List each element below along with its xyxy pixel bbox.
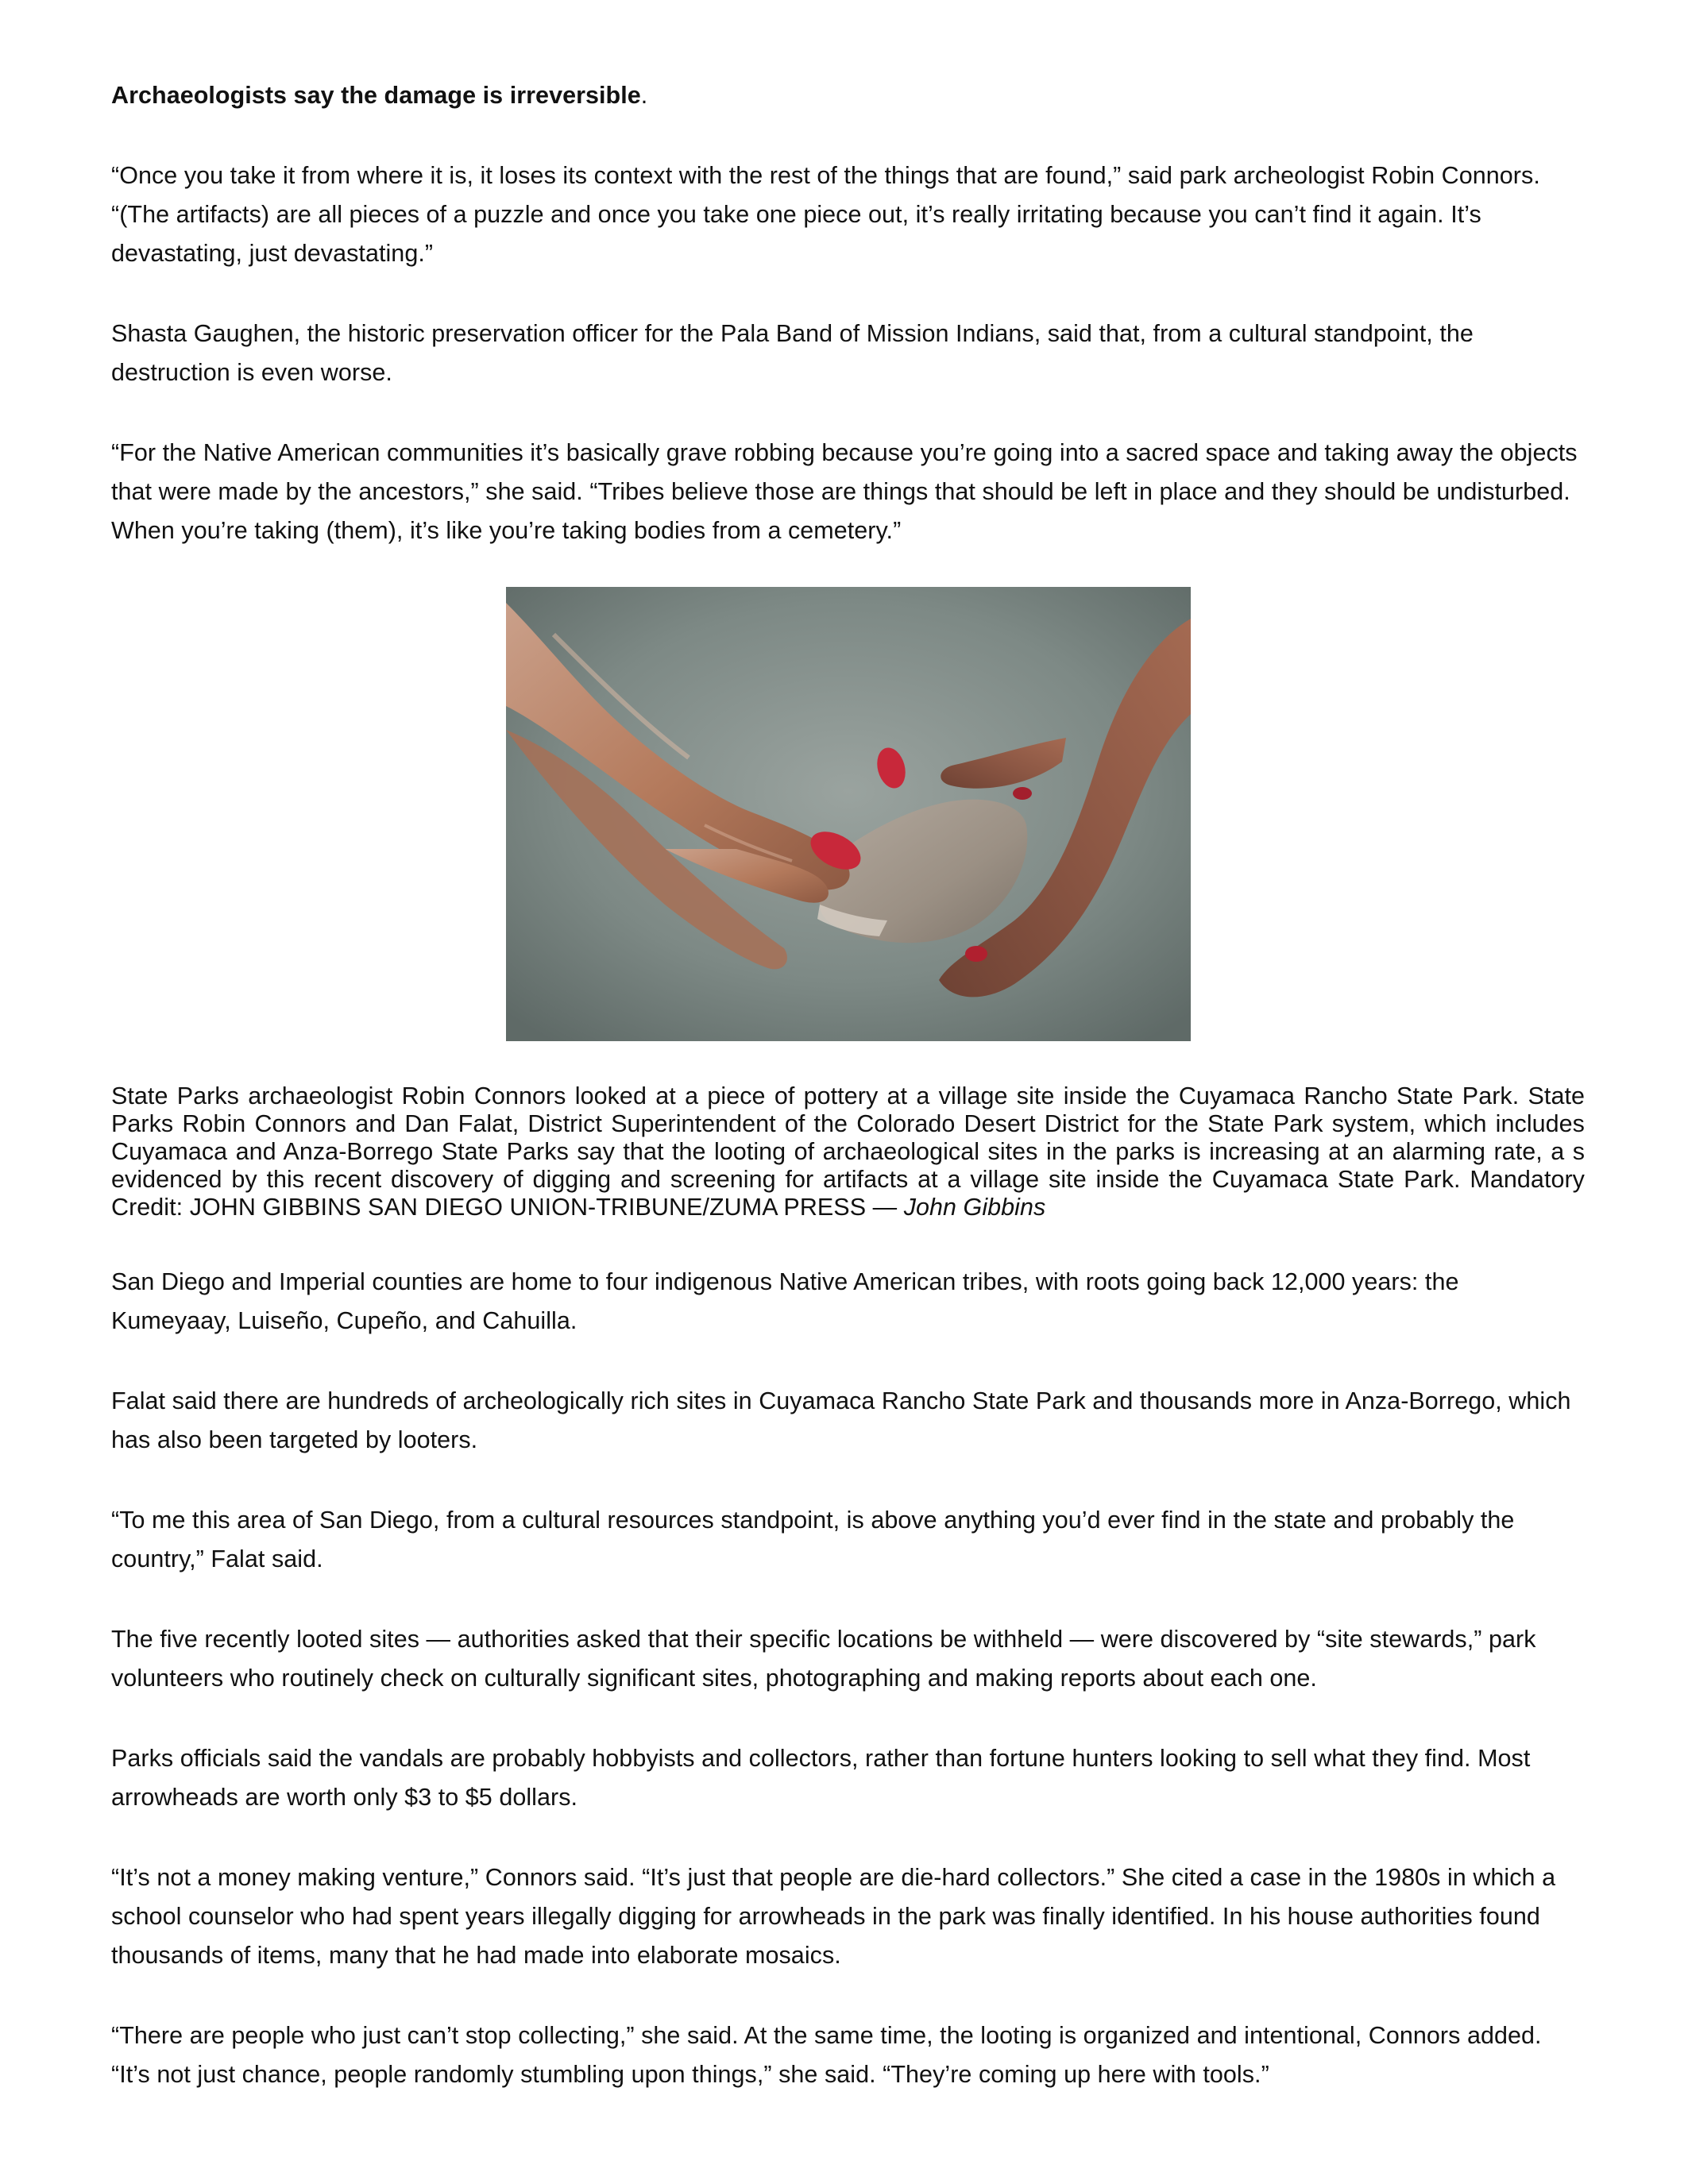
article-paragraph: Falat said there are hundreds of archeologically rich sites in Cuyamaca Rancho State Park and thousands more in Anza-Borrego, which has also been targeted by looters. (111, 1387, 1571, 1453)
article-paragraph: “Once you take it from where it is, it loses its context with the rest of the things that are found,” said park archeologist Robin Connors. “(The artifacts) are all pieces of a puzzle and once you take one piece out, it’s really irritating because you can’t find it again. It’s devastating, just devastating.” (111, 162, 1540, 267)
section-heading (111, 76, 1585, 115)
article-paragraph: San Diego and Imperial counties are home to four indigenous Native American tribes, with roots going back 12,000 years: the Kumeyaay, Luiseño, Cupeño, and Cahuilla. (111, 1268, 1459, 1334)
article-paragraph: The five recently looted sites — authorities asked that their specific locations be withheld — were discovered by “site stewards,” park volunteers who routinely check on culturally significant sites, photographing and making reports about each one. (111, 1626, 1536, 1692)
article-paragraph: Parks officials said the vandals are probably hobbyists and collectors, rather than fortune hunters looking to sell what they find. Most arrowheads are worth only $3 to $5 dollars. (111, 1745, 1531, 1811)
pottery-photo-image (506, 587, 1191, 1041)
article-paragraph: “It’s not a money making venture,” Connors said. “It’s just that people are die-hard collectors.” She cited a case in the 1980s in which a school counselor who had spent years illegally digging for arrowheads in the park was finally identified. In his house authorities found thousands of items, many that he had made into elaborate mosaics. (111, 1864, 1556, 1969)
heading-text: Archaeologists say the damage is irreversible (111, 82, 641, 109)
article-page (111, 76, 1585, 2136)
article-paragraph: “To me this area of San Diego, from a cultural resources standpoint, is above anything you’d ever find in the state and probably the country,” Falat said. (111, 1507, 1515, 1572)
caption-text: State Parks archaeologist Robin Connors looked at a piece of pottery at a village site inside the Cuyamaca Rancho State Park. State Parks Robin Connors and Dan Falat, District Superintendent of the Colorado Desert District for the State Park system, which includes Cuyamaca and Anza-Borrego State Parks say that the looting of archaeological sites in the parks is increasing at an alarming rate, a s evidenced by this recent discovery of digging and screening for artifacts at a village site inside the Cuyamaca State Park. Mandatory Credit: JOHN GIBBINS SAN DIEGO UNION-TRIBUNE/ZUMA PRESS — (111, 1082, 1585, 1221)
article-paragraph: “There are people who just can’t stop collecting,” she said. At the same time, the looting is organized and intentional, Connors added. “It’s not just chance, people randomly stumbling upon things,” she said. “They’re coming up here with tools.” (111, 2022, 1542, 2088)
article-paragraph: Shasta Gaughen, the historic preservation officer for the Pala Band of Mission Indians, said that, from a cultural standpoint, the destruction is even worse. (111, 320, 1474, 386)
heading-period: . (640, 82, 648, 109)
pottery-photo (506, 587, 1191, 1041)
article-paragraph: “For the Native American communities it’s basically grave robbing because you’re going into a sacred space and taking away the objects that were made by the ancestors,” she said. “Tribes believe those are things that should be left in place and they should be undisturbed. When you’re taking (them), it’s like you’re taking bodies from a cemetery.” (111, 439, 1578, 544)
caption-byline: John Gibbins (903, 1194, 1046, 1221)
photo-caption (111, 1082, 1585, 1221)
